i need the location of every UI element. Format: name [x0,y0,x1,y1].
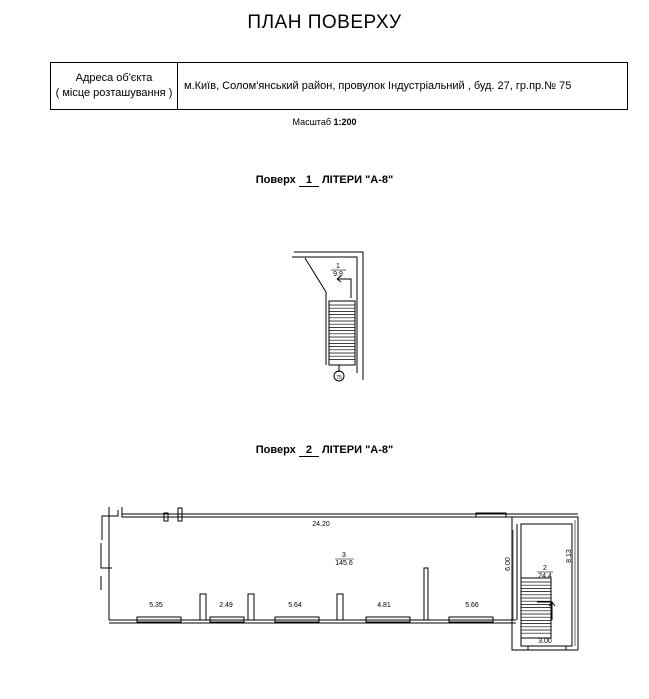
floor-2-room-2-area: 24.4 [538,573,552,580]
floor-2-stair-treads [521,582,551,633]
floor-2-stair-flight [521,578,551,638]
floor-1-stair-plan [292,252,363,381]
floor-2-pier-1 [200,594,206,620]
floor-1-number: 1 [299,174,319,187]
floor-2-number: 2 [299,444,319,457]
floor-2-pier-4 [424,568,428,620]
floor-1-room-1-id: 1 [336,263,340,270]
floor-2-prefix: Поверх [255,444,296,456]
floor-2-room-3-area: 145.6 [335,560,353,567]
plan-title: ПЛАН ПОВЕРХУ [247,12,402,33]
address-label-line2: ( місце розташування ) [55,87,173,99]
floor-2-room-3-id: 3 [342,552,346,559]
floor-2-pier-2 [248,594,254,620]
floor-2-outer-wall [109,507,578,650]
floor-2-dim-bottom-2: 2.49 [219,602,233,609]
floor-2-plan [101,507,578,650]
floor-1-suffix: ЛІТЕРИ "А-8" [321,174,394,186]
floor-1-room-1-area: 9.9 [333,271,343,278]
floor-2-dim-bottom-4: 4.81 [377,602,391,609]
floor-1-stair-flight [329,301,355,365]
floor-1-stair-rail [305,258,326,365]
floor-2-entry-jamb [101,543,112,568]
floor-2-window-stair [528,646,566,650]
floor-2-dim-right-outer: 8.13 [566,549,573,563]
floor-1-outer-wall [292,257,357,373]
floor-1-marker-label: 75 [336,375,342,381]
address-label-line1: Адреса об'єкта [75,72,153,84]
floor-2-suffix: ЛІТЕРИ "А-8" [321,444,394,456]
address-value: м.Київ, Солом'янський район, провулок Індустріальний , буд. 27, гр.пр.№ 75 [184,80,572,92]
floor-2-dim-bottom-5: 5.66 [465,602,479,609]
floor-1-stair-treads [329,305,355,359]
floor-2-dim-top: 24.20 [312,521,330,528]
floor-2-dim-bottom-1: 5.35 [149,602,163,609]
scale-value: 1:200 [333,117,357,127]
scale-label: Масштаб [292,117,331,127]
floor-2-room-2-id: 2 [543,565,547,572]
floor-2-dim-stair-width: 3.00 [538,638,552,645]
floor-2-pier-3 [337,594,343,620]
floor-2-dim-right-inner: 6.00 [505,557,512,571]
floor-2-dim-bottom-3: 5.64 [288,602,302,609]
floor-2-entry-wall [102,510,118,540]
floor-1-prefix: Поверх [255,174,296,186]
floor-1-stair-arrow-line [337,279,351,298]
